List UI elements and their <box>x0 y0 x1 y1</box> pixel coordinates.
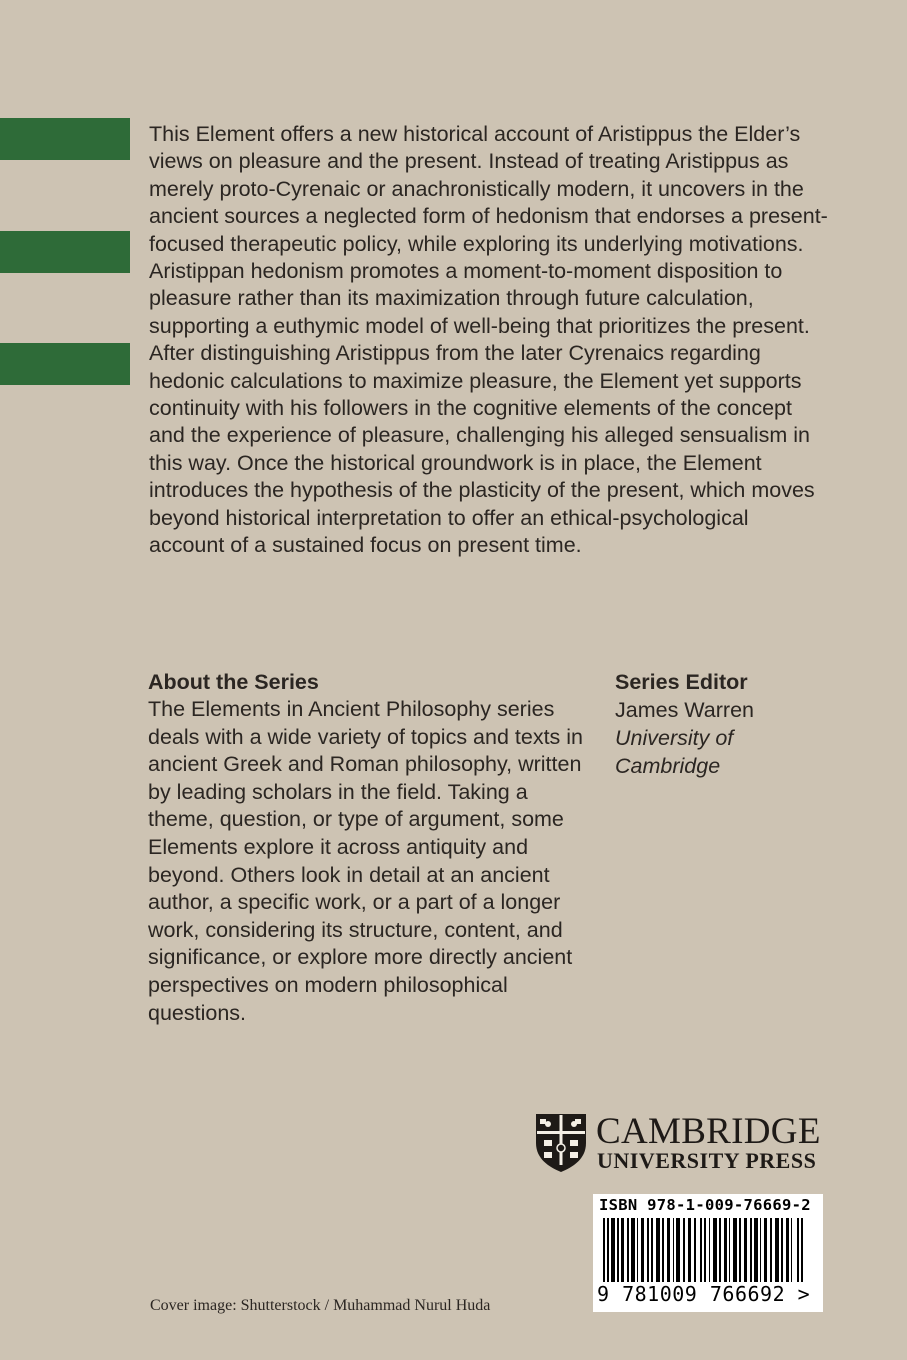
series-editor-affiliation-line2: Cambridge <box>615 754 721 778</box>
series-editor-name: James Warren <box>615 698 754 722</box>
barcode-number: 9 781009 766692 > <box>597 1282 811 1306</box>
decorative-green-bar-3 <box>0 343 130 385</box>
barcode-bars <box>603 1218 807 1290</box>
publisher-name: CAMBRIDGE <box>596 1111 821 1152</box>
decorative-green-bar-2 <box>0 231 130 273</box>
decorative-green-bar-1 <box>0 118 130 160</box>
series-editor-section <box>615 668 845 780</box>
university-shield-icon <box>535 1113 587 1173</box>
about-series-heading: About the Series <box>148 670 319 694</box>
book-description: This Element offers a new historical account of Aristippus the Elder’s views on pleasure and the present. Instead of treating Aristippus as merely proto-Cyrenaic or anachronistically modern, it uncovers in the ancient sources a neglected form of hedonism that endorses a present-focused therapeutic policy, while exploring its underlying motivations. Aristippan hedonism promotes a moment-to-moment disposition to pleasure rather than its maximization through future calculation, supporting a euthymic model of well-being that prioritizes the present. After distinguishing Aristippus from the later Cyrenaics regarding hedonic calculations to maximize pleasure, the Element yet supports continuity with his followers in the cognitive elements of the concept and the experience of pleasure, challenging his alleged sensualism in this way. Once the historical groundwork is in place, the Element introduces the hypothesis of the plasticity of the present, which moves beyond historical interpretation to offer an ethical-psychological account of a sustained focus on present time. <box>149 122 828 558</box>
isbn-label: ISBN 978-1-009-76669-2 <box>599 1196 811 1214</box>
series-editor-affiliation-line1: University of <box>615 726 734 750</box>
about-series-text: The Elements in Ancient Philosophy series deals with a wide variety of topics and texts in ancient Greek and Roman philosophy, written by leading scholars in the field. Taking a theme, question, or type of argument, some Elements explore it across antiquity and beyond. Others look in detail at an ancient author, a specific work, or a part of a longer work, considering its structure, content, and significance, or explore more directly ancient perspectives on modern philosophical questions. <box>148 697 583 1025</box>
series-editor-heading: Series Editor <box>615 670 748 694</box>
publisher-subtitle: UNIVERSITY PRESS <box>597 1148 817 1173</box>
about-series-section <box>148 668 588 1027</box>
cambridge-university-press-logo <box>535 1113 835 1175</box>
isbn-barcode <box>593 1194 823 1312</box>
cover-image-credit: Cover image: Shutterstock / Muhammad Nurul Huda <box>150 1297 491 1314</box>
